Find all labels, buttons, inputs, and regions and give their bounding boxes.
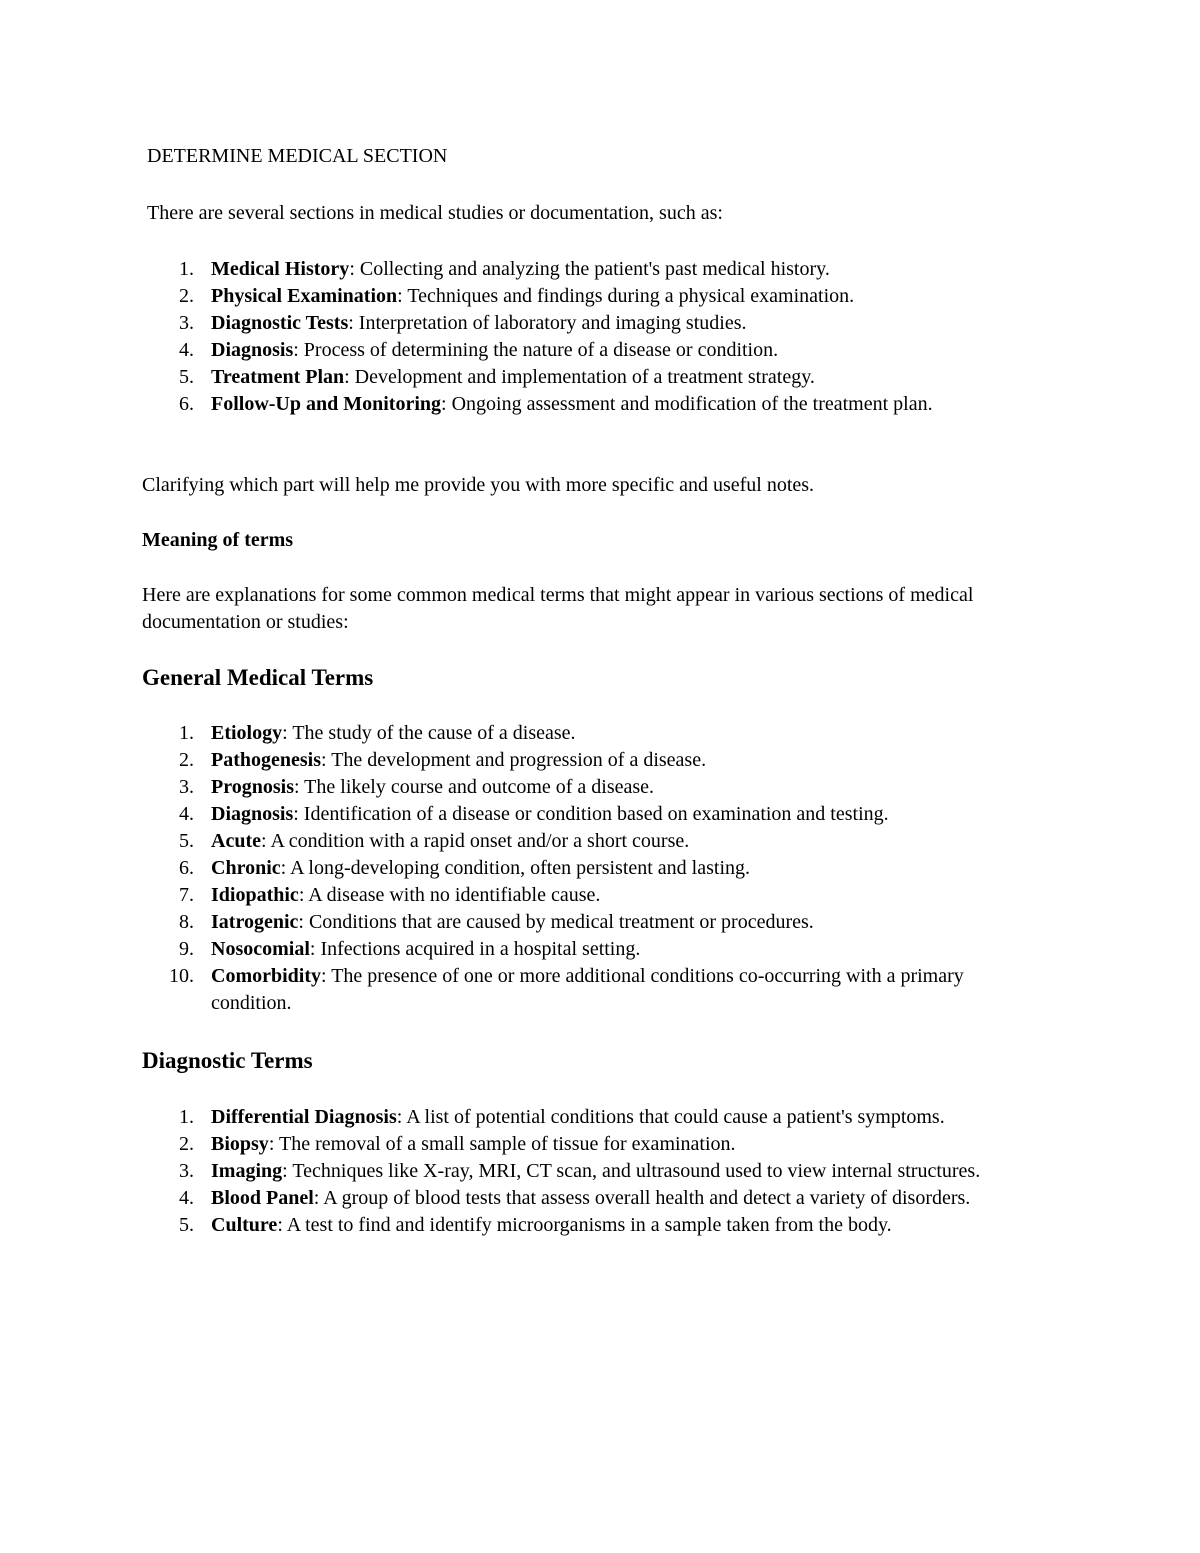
list-item-description: : Process of determining the nature of a disease or condition. (293, 339, 779, 361)
list-item-number: 3. (179, 1160, 194, 1182)
list-item-term: Idiopathic (211, 884, 299, 906)
list-item-term: Iatrogenic (211, 911, 299, 933)
list-item-number: 2. (179, 1133, 194, 1155)
list-item (142, 801, 1042, 828)
list-item-description: : Conditions that are caused by medical treatment or procedures. (298, 911, 814, 933)
list-item-description: : Techniques and findings during a physical examination. (397, 285, 855, 307)
list-item-number: 1. (179, 1106, 194, 1128)
list-item-term: Diagnosis (211, 339, 294, 361)
list-item (142, 720, 1042, 747)
list-item-term: Diagnostic Tests (211, 312, 349, 334)
list-item-number: 5. (179, 366, 194, 388)
list-item (142, 1158, 1042, 1185)
list-item-description: : A test to find and identify microorganisms in a sample taken from the body. (277, 1214, 892, 1236)
list-item-term: Follow-Up and Monitoring (211, 393, 442, 415)
list-item-number: 3. (179, 312, 194, 334)
list-item (142, 1212, 1042, 1239)
list-item-description: : Interpretation of laboratory and imaging studies. (348, 312, 747, 334)
list-item (142, 1104, 1042, 1131)
meaning-intro-paragraph: Here are explanations for some common medical terms that might appear in various sections of medical documentation or studies: (142, 584, 974, 633)
list-item-term: Biopsy (211, 1133, 269, 1155)
list-item-description: : Identification of a disease or condition based on examination and testing. (293, 803, 889, 825)
list-item-term: Blood Panel (211, 1187, 314, 1209)
sections-list (142, 256, 1042, 418)
list-item-description: : The removal of a small sample of tissue for examination. (268, 1133, 736, 1155)
list-item-description: : Development and implementation of a treatment strategy. (344, 366, 815, 388)
list-item-description: : The study of the cause of a disease. (282, 722, 576, 744)
general-terms-heading: General Medical Terms (142, 665, 374, 690)
list-item (142, 337, 1042, 364)
list-item-number: 4. (179, 339, 194, 361)
list-item-term: Medical History (211, 258, 350, 280)
list-item-number: 6. (179, 857, 194, 879)
list-item-description: : A disease with no identifiable cause. (298, 884, 601, 906)
diagnostic-terms-list (142, 1104, 1042, 1239)
list-item-description: : The likely course and outcome of a disease. (293, 776, 655, 798)
list-item-number: 8. (179, 911, 194, 933)
list-item-term: Pathogenesis (211, 749, 321, 771)
list-item-term: Comorbidity (211, 965, 321, 987)
list-item-term: Imaging (211, 1160, 283, 1182)
list-item (142, 774, 1042, 801)
list-item-term: Treatment Plan (211, 366, 345, 388)
list-item (142, 882, 1042, 909)
list-item (142, 391, 1042, 418)
list-item (142, 963, 1042, 1017)
list-item-number: 7. (179, 884, 194, 906)
list-item-description: : The development and progression of a disease. (321, 749, 707, 771)
list-item-term: Diagnosis (211, 803, 294, 825)
list-item-number: 3. (179, 776, 194, 798)
list-item-number: 1. (179, 258, 194, 280)
general-terms-list (142, 720, 1042, 1017)
list-item (142, 283, 1042, 310)
list-item-number: 5. (179, 1214, 194, 1236)
list-item (142, 936, 1042, 963)
list-item (142, 256, 1042, 283)
list-item-description: : Techniques like X-ray, MRI, CT scan, and ultrasound used to view internal structures. (282, 1160, 981, 1182)
list-item-term: Chronic (211, 857, 281, 879)
list-item-number: 1. (179, 722, 194, 744)
list-item (142, 1185, 1042, 1212)
list-item-number: 10. (169, 965, 194, 987)
clarify-paragraph: Clarifying which part will help me provide you with more specific and useful notes. (142, 474, 815, 496)
list-item-number: 6. (179, 393, 194, 415)
list-item-description: : Collecting and analyzing the patient's past medical history. (349, 258, 830, 280)
list-item-term: Acute (211, 830, 261, 852)
list-item (142, 909, 1042, 936)
list-item-term: Nosocomial (211, 938, 310, 960)
intro-paragraph: There are several sections in medical studies or documentation, such as: (147, 202, 723, 224)
list-item-description: : A group of blood tests that assess overall health and detect a variety of disorders. (313, 1187, 971, 1209)
diagnostic-terms-heading: Diagnostic Terms (142, 1048, 313, 1073)
list-item-number: 2. (179, 749, 194, 771)
list-item-term: Differential Diagnosis (211, 1106, 397, 1128)
list-item-description: : A list of potential conditions that could cause a patient's symptoms. (396, 1106, 945, 1128)
list-item-description: : Infections acquired in a hospital setting. (309, 938, 641, 960)
list-item-number: 5. (179, 830, 194, 852)
list-item (142, 1131, 1042, 1158)
list-item (142, 747, 1042, 774)
list-item-number: 9. (179, 938, 194, 960)
document-title: DETERMINE MEDICAL SECTION (147, 145, 448, 167)
meaning-heading: Meaning of terms (142, 529, 294, 551)
list-item (142, 310, 1042, 337)
list-item-number: 4. (179, 803, 194, 825)
list-item-number: 4. (179, 1187, 194, 1209)
list-item (142, 364, 1042, 391)
list-item (142, 828, 1042, 855)
list-item-description: : The presence of one or more additional conditions co-occurring with a primary condition. (211, 965, 964, 1014)
list-item-term: Prognosis (211, 776, 294, 798)
list-item (142, 855, 1042, 882)
list-item-number: 2. (179, 285, 194, 307)
list-item-description: : Ongoing assessment and modification of the treatment plan. (441, 393, 933, 415)
list-item-term: Culture (211, 1214, 278, 1236)
list-item-term: Etiology (211, 722, 283, 744)
list-item-description: : A long-developing condition, often persistent and lasting. (280, 857, 751, 879)
list-item-description: : A condition with a rapid onset and/or a short course. (260, 830, 690, 852)
list-item-term: Physical Examination (211, 285, 398, 307)
